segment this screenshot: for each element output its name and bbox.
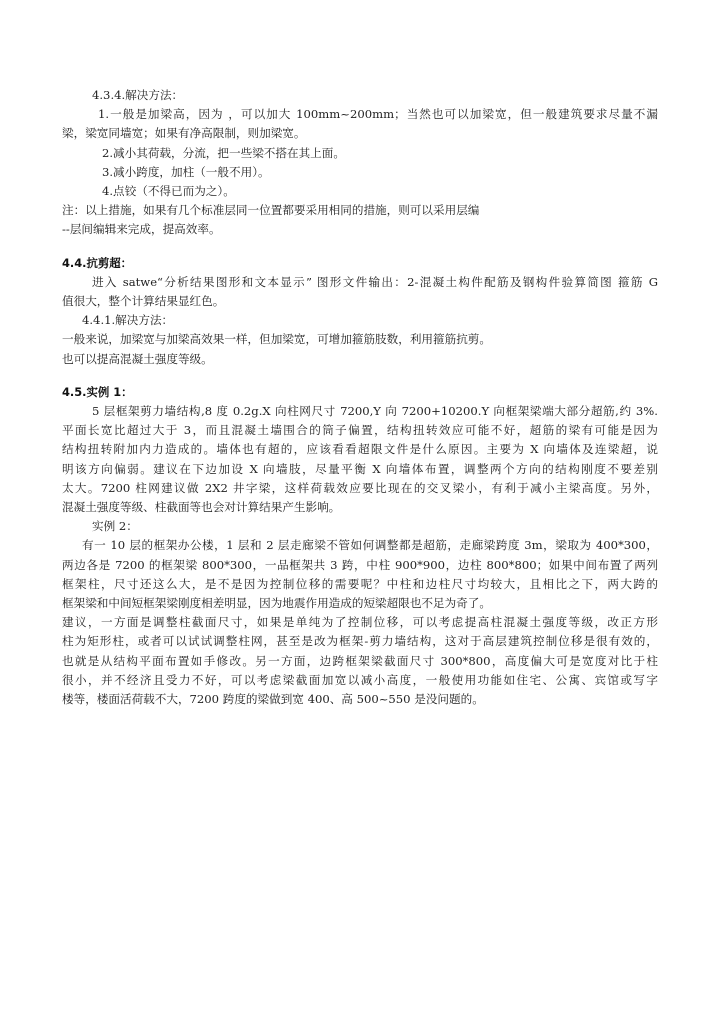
example-2-title: 实例 2： bbox=[92, 519, 138, 534]
advice-line: 柱为矩形柱，或者可以试试调整柱网，甚至是改为框架-剪力墙结构，这对于高层建筑控制位移是很有效的， bbox=[62, 634, 658, 649]
advice-line: 楼等，楼面活荷载不大，7200 跨度的梁做到宽 400、高 500~550 是没问题的。 bbox=[62, 692, 484, 707]
section-4-4-1-title: 4.4.1.解决方法： bbox=[82, 313, 174, 328]
example-1-line: 5 层框架剪力墙结构,8 度 0.2g.X 向柱网尺寸 7200,Y 向 7200+10200.Y 向框架梁端大部分超筋,约 3%. bbox=[92, 404, 658, 419]
method-item-1-line-1: 1.一般是加梁高，因为 ，可以加大 100mm~200mm；当然也可以加梁宽，但一般建筑要求尽量不漏 bbox=[98, 107, 658, 122]
example-2-line: 有一 10 层的框架办公楼，1 层和 2 层走廊梁不管如何调整都是超筋，走廊梁跨度 3m，梁取为 400*300， bbox=[82, 538, 658, 553]
example-1-line: 混凝土强度等级、柱截面等也会对计算结果产生影响。 bbox=[62, 500, 341, 515]
example-1-line: 明该方向偏弱。建议在下边加设 X 向墙肢，尽量平衡 X 向墙体布置，调整两个方向的结构刚度不要差别 bbox=[62, 461, 658, 476]
example-1-line: 结构扭转附加内力造成的。墙体也有超的，应该看看超限文件是什么原因。主要为 X 向墙体及连梁超，说 bbox=[62, 442, 658, 457]
example-1-line: 太大。7200 柱网建议做 2X2 井字梁，这样荷载效应要比现在的交叉梁小，有利于减小主梁高度。另外， bbox=[62, 480, 658, 495]
example-2-line: 框架梁和中间短框架梁刚度相差明显，因为地震作用造成的短梁超限也不足为奇了。 bbox=[62, 596, 491, 611]
document-page bbox=[62, 86, 658, 709]
note-line-1: 注：以上措施，如果有几个标准层同一位置都要采用相同的措施，则可以采用层编 bbox=[62, 203, 480, 218]
section-spacer bbox=[62, 369, 658, 383]
example-2-line: 框架柱，尺寸还这么大，是不是因为控制位移的需要呢？中柱和边柱尺寸均较大，且相比之下，两大跨的 bbox=[62, 576, 658, 591]
advice-line: 很小，并不经济且受力不好，可以考虑梁截面加宽以减小高度，一般使用功能如住宅、公寓、宾馆或写字 bbox=[62, 672, 658, 687]
advice-line: 也就是从结构平面布置如手修改。另一方面，边跨框架梁截面尺寸 300*800，高度偏大可是宽度对比于柱 bbox=[62, 653, 658, 668]
method-item-3: 3.减小跨度，加柱（一般不用）。 bbox=[102, 164, 270, 179]
note-line-2: --层间编辑来完成，提高效率。 bbox=[62, 222, 221, 237]
section-spacer bbox=[62, 240, 658, 254]
shear-solution-line-2: 也可以提高混凝土强度等级。 bbox=[62, 351, 213, 366]
example-2-line: 两边各是 7200 的框架梁 800*300，一品框架共 3 跨，中柱 900*900，边柱 800*800；如果中间布置了两列 bbox=[62, 557, 658, 572]
section-4-4-heading: 4.4.抗剪超： bbox=[62, 255, 133, 270]
method-item-2: 2.减小其荷载，分流，把一些梁不搭在其上面。 bbox=[102, 145, 345, 160]
shear-para-line-2: 值很大，整个计算结果显红色。 bbox=[62, 294, 225, 309]
shear-para-line-1: 进入 satwe“分析结果图形和文本显示” 图形文件输出：2-混凝土构件配筋及钢构件验算简图 箍筋 G bbox=[92, 274, 658, 289]
example-1-line: 平面长宽比超过大于 3，而且混凝土墙围合的筒子偏置，结构扭转效应可能不好，超筋的梁有可能是因为 bbox=[62, 423, 658, 438]
section-4-3-4-title: 4.3.4.解决方法： bbox=[92, 88, 184, 102]
advice-line: 建议，一方面是调整柱截面尺寸，如果是单纯为了控制位移，可以考虑提高柱混凝土强度等级，改正方形 bbox=[62, 615, 658, 630]
method-item-4: 4.点铰（不得已而为之）。 bbox=[102, 184, 235, 199]
method-item-1-line-2: 梁，梁宽同墙宽；如果有净高限制，则加梁宽。 bbox=[62, 126, 306, 141]
shear-solution-line-1: 一般来说，加梁宽与加梁高效果一样，但加梁宽，可增加箍筋肢数，利用箍筋抗剪。 bbox=[62, 332, 491, 347]
section-4-5-heading: 4.5.实例 1： bbox=[62, 384, 133, 399]
